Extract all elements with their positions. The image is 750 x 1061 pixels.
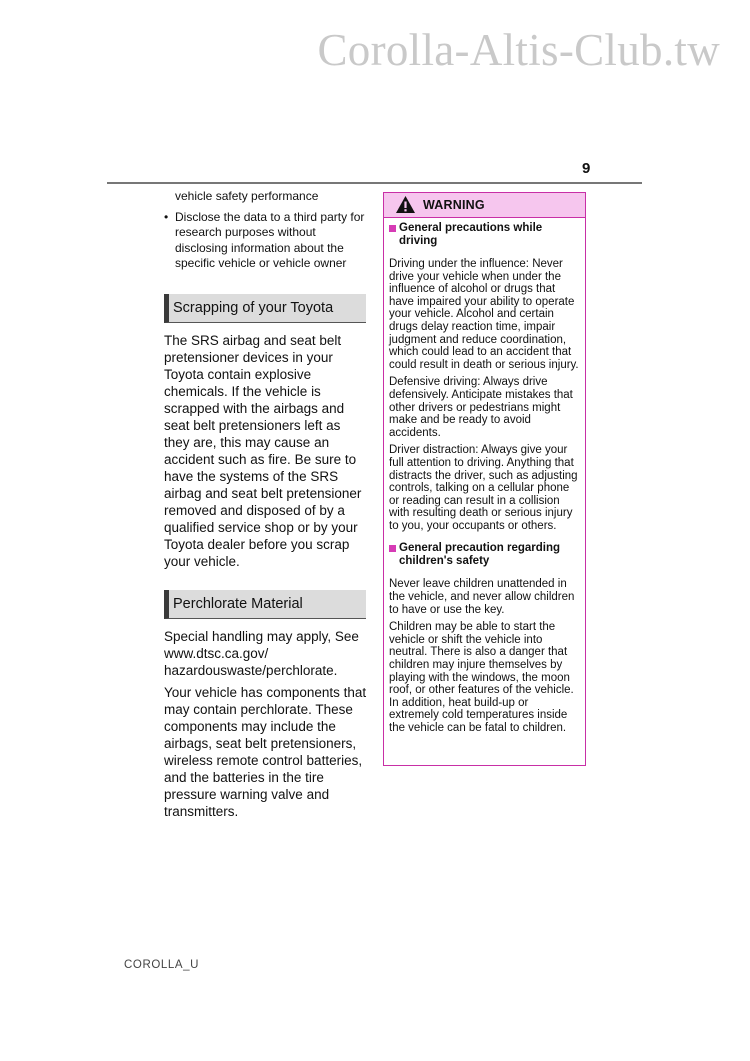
warning-box (383, 192, 586, 766)
watermark: Corolla-Altis-Club.tw (317, 25, 720, 75)
warning-paragraph: Driver distraction: Always give your full attention to driving. Anything that distracts the driver, such as adjusting controls, talking on a cellular phone or reading can result in a collision with resulting death or serious injury to you, your occupants or others. (389, 444, 578, 532)
warning-title: WARNING (423, 198, 485, 212)
paragraph: Special handling may apply, See www.dtsc.ca.gov/ hazardouswaste/perchlorate. (164, 628, 359, 678)
square-bullet-icon (389, 225, 396, 232)
section-heading-perchlorate: Perchlorate Material (164, 590, 366, 619)
section-heading-scrapping: Scrapping of your Toyota (164, 294, 366, 323)
warning-paragraph: Defensive driving: Always drive defensively. Anticipate mistakes that other drivers or pedestrians might make and be ready to avoid accidents. (389, 376, 573, 439)
page-number: 9 (582, 160, 591, 177)
square-bullet-icon (389, 545, 396, 552)
bullet-list (164, 210, 369, 272)
warning-body (384, 218, 585, 735)
warning-subheading (389, 222, 580, 248)
warning-subheading (389, 542, 580, 568)
warning-subheading-text: General precautions while driving (399, 222, 543, 247)
left-column (164, 189, 369, 820)
warning-header (384, 193, 585, 218)
warning-paragraph: Children may be able to start the vehicle or shift the vehicle into neutral. There is also a danger that children may injure themselves by playing with the windows, the moon roof, or other features of the vehicle. In addition, heat build-up or extremely cold temperatures inside the vehicle can be fatal to children. (389, 621, 574, 734)
warning-paragraph: Never leave children unattended in the vehicle, and never allow children to have or use the key. (389, 578, 575, 616)
footer-model-code: COROLLA_U (124, 959, 200, 971)
warning-triangle-icon (395, 195, 416, 214)
paragraph: Your vehicle has components that may contain perchlorate. These components may include the airbags, seat belt pretensioners, wireless remote control batteries, and the batteries in the tire pressure warning valve and transmitters. (164, 684, 367, 819)
paragraph: The SRS airbag and seat belt pretensioner devices in your Toyota contain explosive chemicals. If the vehicle is scrapped with the airbags and seat belt pretensioners left as they are, this may cause an accident such as fire. Be sure to have the systems of the SRS airbag and seat belt pretensioner removed and disposed of by a qualified service shop or by your Toyota dealer before you scrap your vehicle. (164, 332, 362, 569)
warning-subheading-text: General precaution regarding children's safety (399, 542, 561, 568)
warning-paragraph: Driving under the influence: Never drive your vehicle when under the influence of alcohol or drugs that have impaired your ability to operate your vehicle. Alcohol and certain drugs delay reaction time, impair judgment and reduce coordination, which could lead to an accident that could result in death or serious injury. (389, 258, 579, 371)
continued-text: vehicle safety performance (175, 189, 319, 203)
list-item-text: Disclose the data to a third party for research purposes without disclosing information about the specific vehicle or vehicle owner (175, 209, 365, 270)
list-item (164, 210, 369, 272)
header-rule (107, 182, 642, 184)
bullet-dot-icon: • (164, 209, 169, 224)
